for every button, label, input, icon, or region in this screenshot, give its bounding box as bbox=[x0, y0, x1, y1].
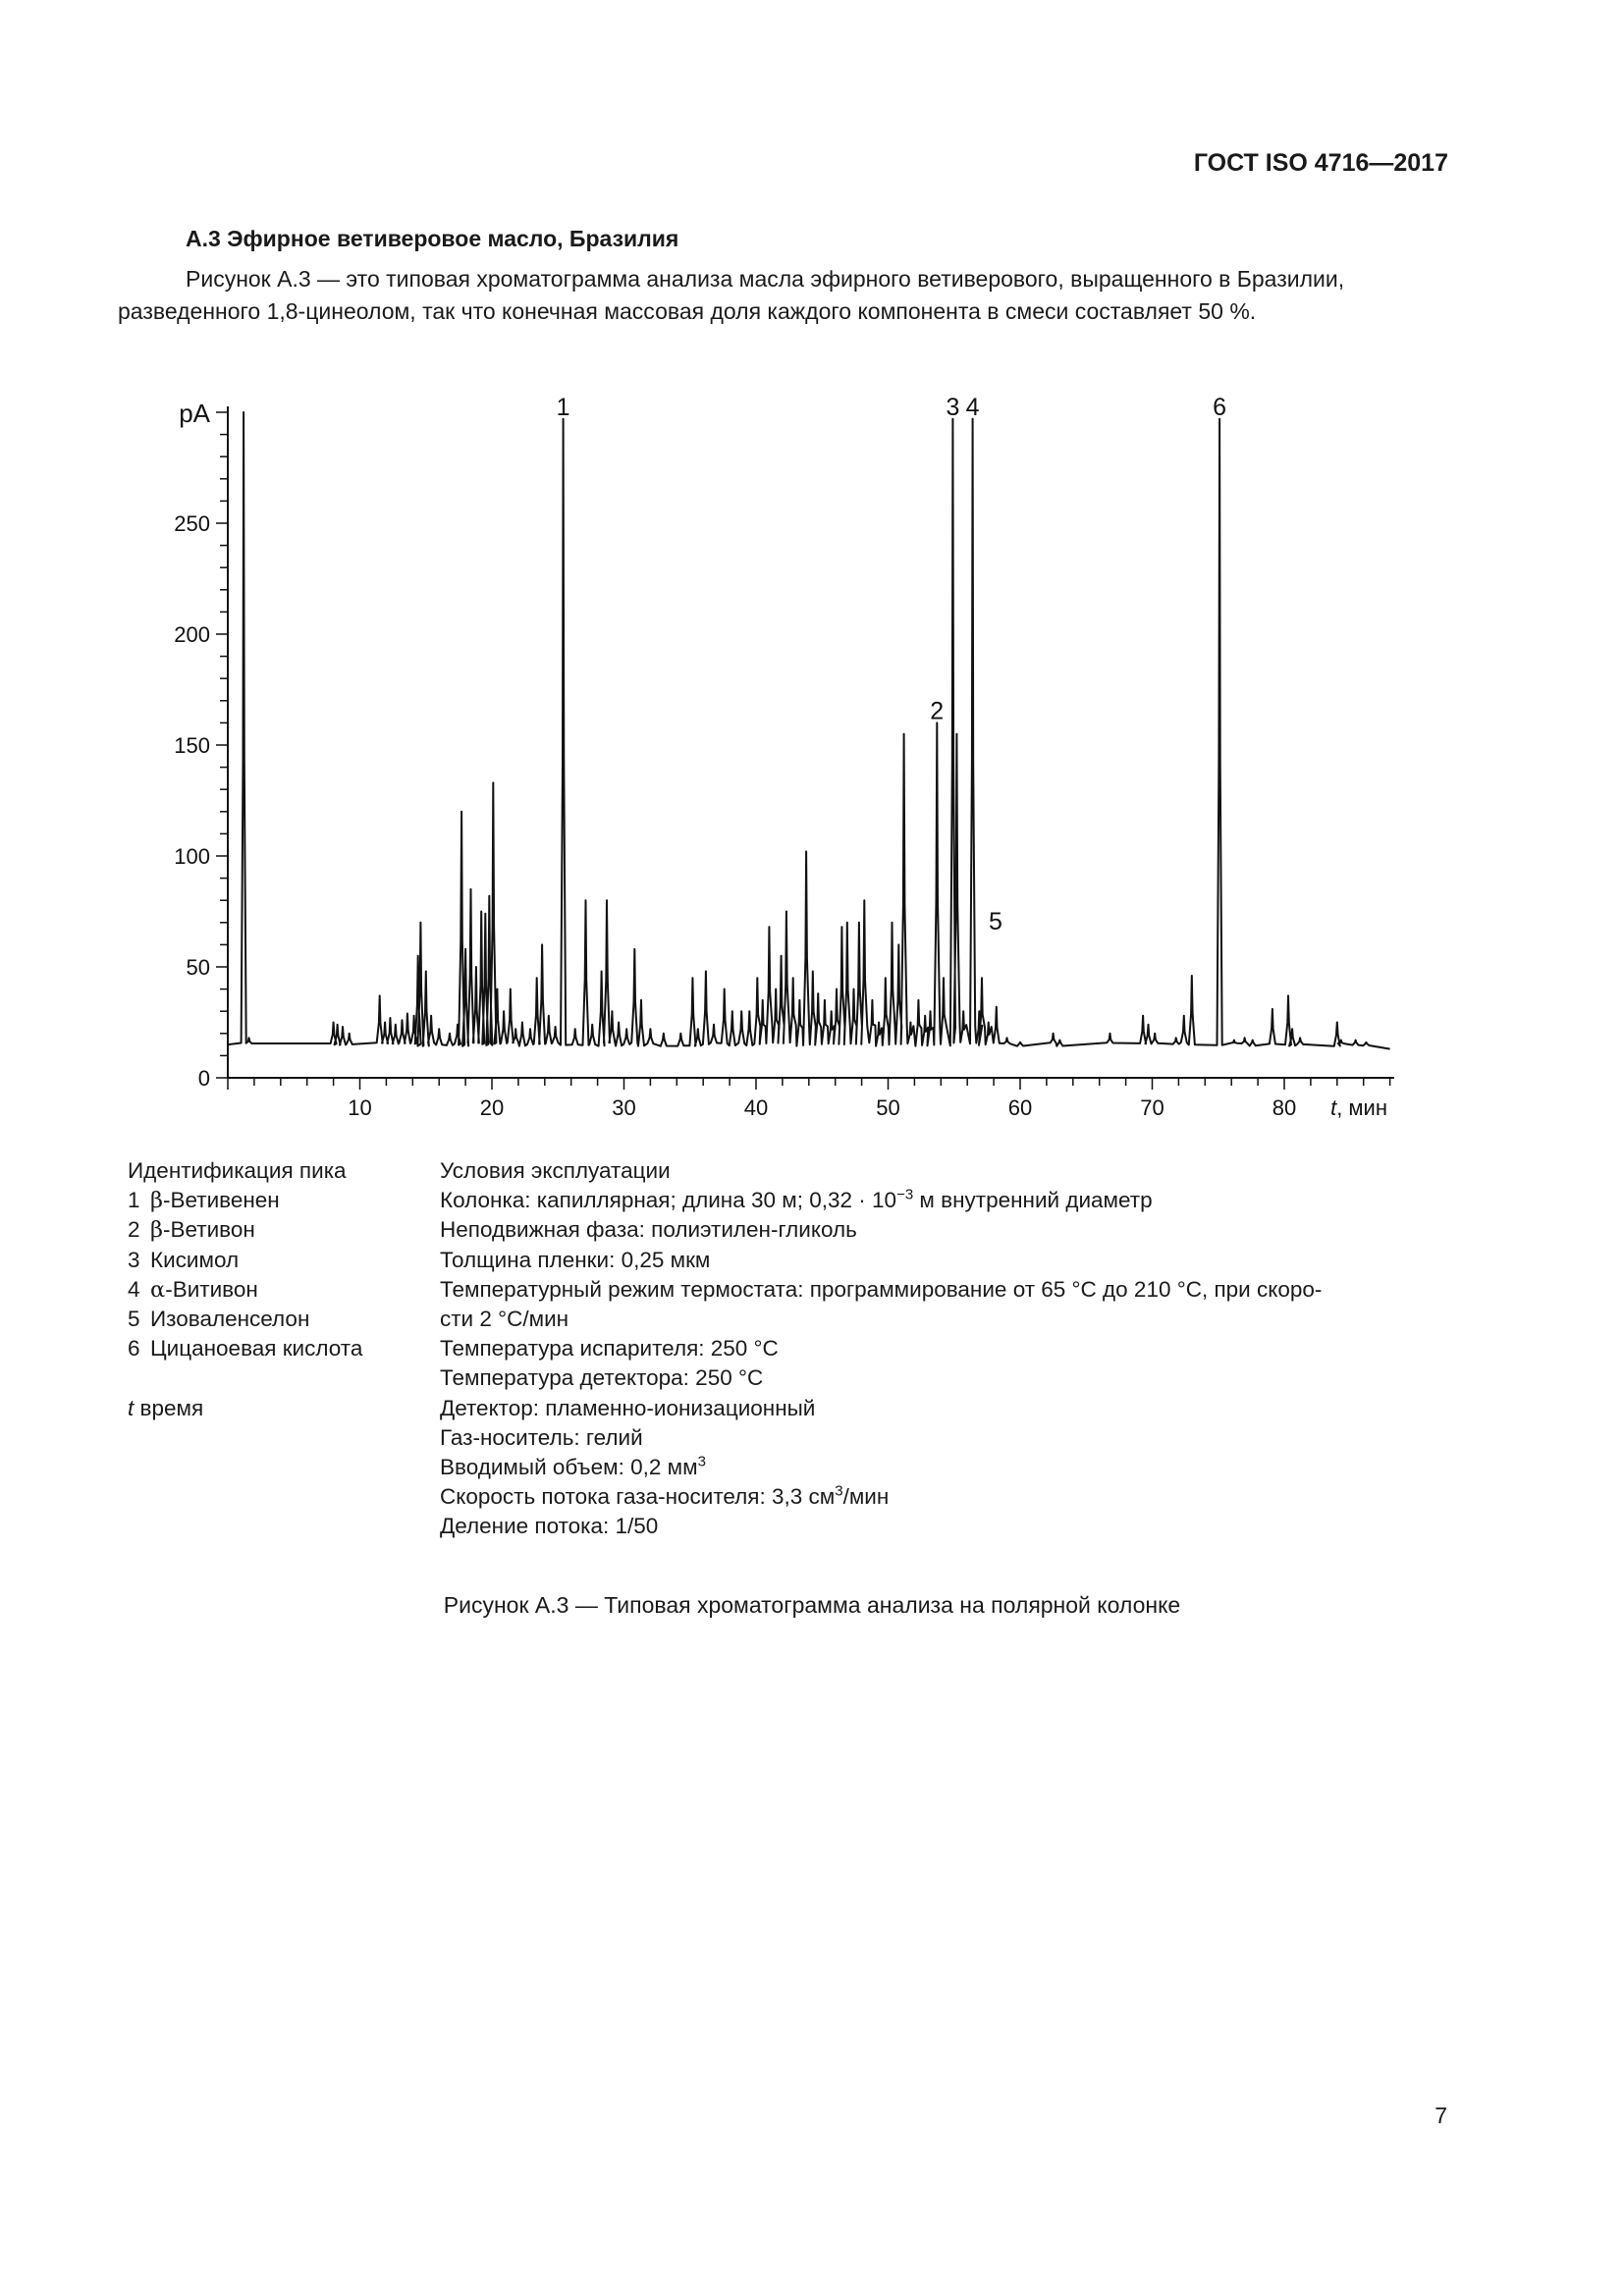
peak-point bbox=[1191, 975, 1193, 977]
x-tick-label: 20 bbox=[479, 1095, 505, 1120]
peak-point bbox=[812, 971, 814, 973]
time-label: время bbox=[139, 1395, 204, 1420]
x-tick-label: 50 bbox=[876, 1095, 900, 1120]
peak-point bbox=[430, 1015, 432, 1017]
peak-point bbox=[878, 1022, 880, 1024]
peak-point bbox=[417, 955, 419, 957]
peak-point bbox=[379, 995, 381, 997]
peak-point bbox=[390, 1017, 392, 1019]
peak-point bbox=[692, 978, 694, 980]
condition-flow bbox=[440, 1482, 1451, 1512]
peak-point bbox=[785, 911, 787, 913]
peak-number-label: 6 bbox=[1213, 393, 1227, 421]
peak-point bbox=[514, 1028, 516, 1030]
peak-id-item bbox=[128, 1305, 422, 1334]
peak-point bbox=[910, 1022, 912, 1024]
peak-point bbox=[988, 1022, 990, 1024]
peak-point bbox=[574, 1028, 576, 1030]
condition-column bbox=[440, 1186, 1451, 1215]
peak-identification bbox=[128, 1156, 422, 1423]
x-tick-label: 40 bbox=[743, 1095, 769, 1120]
peak-point bbox=[460, 811, 462, 813]
time-symbol: t bbox=[128, 1395, 135, 1420]
condition-carrier: Газ-носитель: гелий bbox=[440, 1424, 643, 1450]
peak-id-name: -Витивон bbox=[165, 1276, 258, 1302]
peak-point bbox=[1142, 1015, 1144, 1017]
peak-point bbox=[497, 988, 499, 990]
y-tick-label: 250 bbox=[174, 511, 210, 536]
peak-id-item bbox=[128, 1186, 422, 1215]
peak-point bbox=[831, 1010, 833, 1012]
peak-point bbox=[1299, 1038, 1301, 1040]
peak-point bbox=[705, 971, 707, 973]
peak-point bbox=[413, 1015, 415, 1017]
peak-point bbox=[724, 988, 726, 990]
peak-point bbox=[1006, 1038, 1008, 1040]
peak-point bbox=[349, 1033, 351, 1035]
peak-point bbox=[402, 1019, 404, 1021]
peak-id-num: 4 bbox=[128, 1276, 140, 1302]
y-tick-label: 150 bbox=[174, 733, 210, 758]
peak-point bbox=[585, 899, 587, 901]
peak-point bbox=[384, 1022, 386, 1024]
condition-phase: Неподвижная фаза: полиэтилен-гликоль bbox=[440, 1217, 857, 1243]
peak-point bbox=[601, 971, 603, 973]
peak-point bbox=[633, 948, 635, 950]
chromatogram-chart bbox=[0, 0, 1624, 1139]
peak-point bbox=[457, 1024, 459, 1026]
x-tick-label: 60 bbox=[1007, 1095, 1033, 1120]
y-axis-label: pA bbox=[179, 399, 210, 428]
peak-point bbox=[792, 978, 794, 980]
peak-point bbox=[1233, 1040, 1235, 1041]
peak-id-item bbox=[128, 1246, 422, 1275]
peak-point bbox=[438, 1028, 440, 1030]
figure-caption: Рисунок А.3 — Типовая хроматограмма анализа на полярной колонке bbox=[443, 1592, 1181, 1618]
peak-id-item bbox=[128, 1334, 422, 1363]
condition-detector-temp: Температура детектора: 250 °C bbox=[440, 1365, 764, 1391]
peak-point bbox=[1272, 1008, 1273, 1010]
peak-point bbox=[775, 988, 777, 990]
x-axis-label: t, мин bbox=[1330, 1095, 1387, 1120]
peak-point bbox=[536, 978, 538, 980]
peak-point bbox=[740, 1010, 742, 1012]
peak-point bbox=[962, 1010, 964, 1012]
x-tick-label: 70 bbox=[1140, 1095, 1164, 1120]
peak-point bbox=[956, 733, 958, 735]
intro-paragraph: Рисунок А.3 — это типовая хроматограмма анализа масла эфирного ветиверового, выращенного в Бразилии, разведенного 1,8-цинеолом, так что конечная массовая доля каждого компонента в смеси составляет 50 %. bbox=[118, 266, 1345, 324]
y-tick-label: 100 bbox=[174, 844, 210, 869]
peak-point bbox=[769, 927, 771, 929]
flow-text: Скорость потока газа-носителя: 3,3 см bbox=[440, 1484, 836, 1510]
peak-point bbox=[757, 978, 759, 980]
peak-point bbox=[1019, 1041, 1021, 1043]
condition-temp-line1: Температурный режим термостата: программирование от 65 °C до 210 °C, при скоро- bbox=[440, 1276, 1323, 1302]
peak-point bbox=[1355, 1040, 1357, 1041]
peak-point bbox=[731, 1010, 733, 1012]
volume-text: Вводимый объем: 0,2 мм bbox=[440, 1455, 698, 1480]
peak-id-num: 2 bbox=[128, 1217, 140, 1243]
peak-number-label: 4 bbox=[965, 393, 980, 421]
peak-id-name: -Ветивон bbox=[163, 1217, 255, 1243]
peak-point bbox=[395, 1024, 397, 1026]
peak-point bbox=[612, 1010, 614, 1012]
condition-volume bbox=[440, 1453, 1451, 1482]
peak-point bbox=[618, 1022, 620, 1024]
peak-point bbox=[805, 851, 807, 853]
peak-point bbox=[337, 1024, 339, 1026]
peak-point bbox=[529, 1028, 531, 1030]
peak-point bbox=[493, 782, 495, 784]
peak-point bbox=[420, 922, 422, 924]
peak-id-name: Цицаноевая кислота bbox=[150, 1336, 363, 1362]
peak-point bbox=[1252, 1040, 1254, 1041]
peak-point bbox=[243, 411, 244, 413]
peak-point bbox=[1059, 1040, 1061, 1041]
peak-point bbox=[858, 922, 860, 924]
peak-point bbox=[480, 911, 482, 913]
peak-id-item bbox=[128, 1275, 422, 1305]
peak-point bbox=[1366, 1041, 1368, 1043]
peak-point bbox=[342, 1026, 344, 1028]
peak-id-num: 3 bbox=[128, 1247, 140, 1272]
greek-letter: β bbox=[150, 1217, 164, 1244]
conditions-heading: Условия эксплуатации bbox=[440, 1158, 671, 1183]
chromatogram-trace bbox=[228, 412, 1390, 1049]
peak-point bbox=[1154, 1033, 1156, 1035]
peak-point bbox=[591, 1024, 593, 1026]
peak-point bbox=[863, 899, 865, 901]
peak-point bbox=[548, 1015, 550, 1017]
peak-point bbox=[892, 922, 893, 924]
peak-point bbox=[930, 1010, 932, 1012]
operating-conditions bbox=[440, 1156, 1451, 1542]
peak-point bbox=[1340, 1040, 1342, 1041]
greek-letter: β bbox=[150, 1188, 164, 1214]
peak-number-label: 5 bbox=[989, 908, 1002, 936]
peak-point bbox=[1183, 1015, 1185, 1017]
flow-suffix: /мин bbox=[842, 1484, 890, 1510]
y-tick-label: 50 bbox=[186, 955, 210, 980]
peak-number-label: 3 bbox=[946, 393, 960, 421]
peak-number-label: 1 bbox=[556, 393, 570, 421]
peak-point bbox=[541, 944, 543, 946]
peak-point bbox=[903, 733, 905, 735]
peak-point bbox=[650, 1028, 652, 1030]
peak-id-name: -Ветивенен bbox=[163, 1188, 280, 1213]
peak-point bbox=[470, 888, 472, 890]
peak-point bbox=[697, 1028, 699, 1030]
peak-point bbox=[713, 1024, 715, 1026]
peak-point bbox=[824, 999, 826, 1001]
peak-id-heading: Идентификация пика bbox=[128, 1158, 347, 1183]
peak-point bbox=[853, 988, 855, 990]
peak-point bbox=[640, 999, 642, 1001]
peak-point bbox=[680, 1033, 682, 1035]
peak-id-item bbox=[128, 1215, 422, 1245]
y-tick-label: 200 bbox=[174, 622, 210, 647]
peak-point bbox=[1175, 1038, 1177, 1040]
peak-point bbox=[781, 955, 783, 957]
peak-point bbox=[1336, 1022, 1338, 1024]
peak-point bbox=[606, 899, 608, 901]
peak-point bbox=[748, 1010, 750, 1012]
page-number: 7 bbox=[1435, 2103, 1447, 2128]
peak-point bbox=[464, 948, 466, 950]
peak-point bbox=[625, 1028, 627, 1030]
peak-point bbox=[248, 1038, 250, 1040]
peak-point bbox=[841, 927, 843, 929]
peak-point bbox=[817, 992, 819, 994]
peak-id-num: 1 bbox=[128, 1188, 140, 1213]
peak-id-name: Кисимол bbox=[150, 1247, 240, 1272]
volume-exponent: 3 bbox=[697, 1453, 706, 1470]
peak-point bbox=[1291, 1028, 1293, 1030]
peak-point bbox=[489, 895, 491, 897]
greek-letter: α bbox=[150, 1276, 166, 1303]
y-tick-label: 0 bbox=[197, 1066, 210, 1091]
column-text: Колонка: капиллярная; длина 30 м; 0,32 · 10 bbox=[440, 1188, 897, 1213]
peak-point bbox=[406, 1013, 408, 1015]
peak-point bbox=[897, 944, 899, 946]
condition-split: Деление потока: 1/50 bbox=[440, 1514, 659, 1539]
peak-id-num: 6 bbox=[128, 1336, 140, 1362]
peak-point bbox=[762, 999, 764, 1001]
x-tick-label: 30 bbox=[612, 1095, 636, 1120]
peak-point bbox=[924, 1015, 926, 1017]
peak-point bbox=[979, 1010, 981, 1012]
peak-point bbox=[449, 1033, 451, 1035]
peak-point bbox=[846, 922, 848, 924]
peak-point bbox=[510, 988, 512, 990]
standard-header: ГОСТ ISO 4716—2017 bbox=[1193, 149, 1448, 177]
peak-point bbox=[872, 999, 874, 1001]
peak-point bbox=[663, 1033, 665, 1035]
peak-id-name: Изоваленселон bbox=[150, 1307, 310, 1332]
peak-point bbox=[1110, 1033, 1111, 1035]
peak-point bbox=[484, 913, 486, 915]
condition-injector: Температура испарителя: 250 °C bbox=[440, 1336, 779, 1362]
column-exponent: −3 bbox=[896, 1186, 914, 1203]
peak-point bbox=[1148, 1024, 1150, 1026]
flow-exponent: 3 bbox=[835, 1482, 843, 1500]
peak-point bbox=[836, 988, 838, 990]
peak-point bbox=[981, 978, 983, 980]
peak-point bbox=[996, 1006, 998, 1008]
peak-number-label: 2 bbox=[930, 697, 945, 725]
peak-point bbox=[1053, 1033, 1055, 1035]
time-legend bbox=[128, 1394, 422, 1423]
column-suffix: м внутренний диаметр bbox=[913, 1188, 1153, 1213]
peak-point bbox=[521, 1022, 523, 1024]
peak-point bbox=[943, 978, 945, 980]
peak-point bbox=[555, 1026, 557, 1028]
peak-point bbox=[503, 1010, 505, 1012]
peak-id-num: 5 bbox=[128, 1307, 140, 1332]
x-tick-label: 80 bbox=[1272, 1095, 1297, 1120]
peak-point bbox=[1244, 1038, 1246, 1040]
peak-point bbox=[918, 999, 920, 1001]
peak-point bbox=[475, 966, 477, 968]
peak-point bbox=[333, 1022, 335, 1024]
peak-point bbox=[1287, 995, 1289, 997]
peak-point bbox=[885, 978, 887, 980]
section-heading: А.3 Эфирное ветиверовое масло, Бразилия bbox=[186, 226, 679, 251]
peak-point bbox=[425, 971, 427, 973]
x-tick-label: 10 bbox=[348, 1095, 372, 1120]
condition-film: Толщина пленки: 0,25 мкм bbox=[440, 1247, 711, 1272]
condition-temp-line2: сти 2 °C/мин bbox=[440, 1307, 569, 1332]
peak-point bbox=[799, 999, 801, 1001]
condition-detector: Детектор: пламенно-ионизационный bbox=[440, 1395, 816, 1420]
